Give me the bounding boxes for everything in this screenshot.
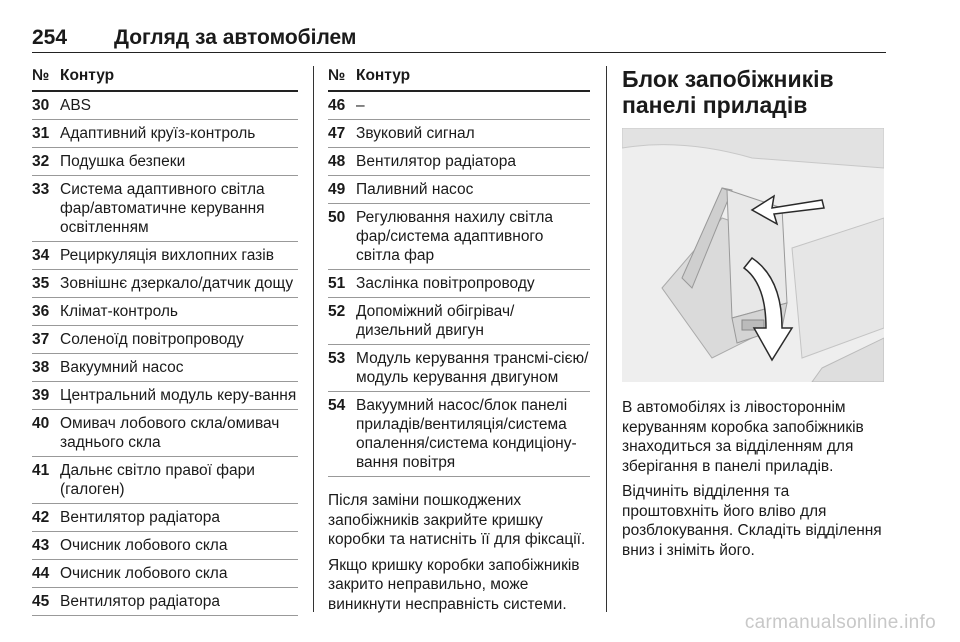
fuse-number: 41 [32,462,50,479]
fuse-number: 45 [32,593,50,610]
glovebox-illustration [622,128,884,382]
page-number: 254 [32,26,68,49]
section-body [622,398,884,560]
fuse-number: 46 [328,97,346,114]
circuit-name: Клімат-контроль [60,303,178,320]
fuse-number: 37 [32,331,50,348]
fuse-number: 51 [328,275,346,292]
circuit-name: Рециркуляція вихлопних газів [60,247,274,264]
circuit-name: Соленоїд повітропроводу [60,331,244,348]
section-title: Блок запобіжників панелі приладів [622,66,834,118]
column-divider-2 [606,66,607,612]
header-circuit: Контур [60,67,115,84]
circuit-name: Вакуумний насос/блок панелі приладів/вентиляція/система опалення/система кондиціону-вання повітря [356,397,577,471]
fuse-table-left [32,66,298,616]
table-row [32,176,298,242]
circuit-name: Регулювання нахилу світла фар/система адаптивного світла фар [356,209,554,264]
fuse-number: 34 [32,247,50,264]
circuit-name: Очисник лобового скла [60,565,228,582]
fuse-number: 44 [32,565,50,582]
circuit-name: Вентилятор радіатора [60,593,220,610]
circuit-name: Адаптивний круїз-контроль [60,125,256,142]
table-row [32,148,298,176]
fuse-number: 33 [32,181,50,198]
table-row [32,242,298,270]
instrument-panel-section [622,66,884,566]
table-row [328,120,590,148]
fuse-number: 36 [32,303,50,320]
table-row [328,148,590,176]
table-header [32,66,298,92]
table-row [328,298,590,345]
fuse-number: 52 [328,303,346,320]
fuse-number: 48 [328,153,346,170]
fuse-number: 38 [32,359,50,376]
circuit-name: Подушка безпеки [60,153,186,170]
header-no: № [32,67,50,84]
table-row [32,270,298,298]
paragraph: Якщо кришку коробки запобіжників закрито неправильно, може виникнути несправність системи. [328,556,580,613]
column-divider-1 [313,66,314,612]
page-header [32,26,886,53]
circuit-name: – [356,97,365,114]
table-row [32,92,298,120]
fuse-box-illustration [622,128,884,382]
table-row [328,270,590,298]
table-row [32,588,298,616]
table-row [32,354,298,382]
table-row [32,504,298,532]
table-header [328,66,590,92]
table-row [328,92,590,120]
circuit-name: Допоміжний обігрівач/ дизельний двигун [356,303,515,339]
table-row [32,326,298,354]
table-row [328,176,590,204]
table-row [328,345,590,392]
table-row [32,457,298,504]
fuse-number: 31 [32,125,50,142]
fuse-number: 53 [328,350,346,367]
fuse-number: 47 [328,125,346,142]
fuse-number: 40 [32,415,50,432]
fuse-number: 32 [32,153,50,170]
chapter-title: Догляд за автомобілем [114,26,357,49]
table-row [32,298,298,326]
table-row [32,410,298,457]
circuit-name: Звуковий сигнал [356,125,475,142]
table-row [32,382,298,410]
circuit-name: Зовнішнє дзеркало/датчик дощу [60,275,294,292]
circuit-name: Дальнє світло правої фари (галоген) [60,462,255,498]
circuit-name: Вентилятор радіатора [60,509,220,526]
paragraph: Після заміни пошкоджених запобіжників закрийте кришку коробки та натисніть її для фіксації. [328,492,586,548]
circuit-name: Модуль керування трансмі-сією/модуль керування двигуном [356,350,589,386]
circuit-name: Омивач лобового скла/омивач заднього скла [60,415,280,451]
circuit-name: ABS [60,97,92,114]
header-no: № [328,67,346,84]
fuse-number: 50 [328,209,346,226]
circuit-name: Вентилятор радіатора [356,153,516,170]
circuit-name: Заслінка повітропроводу [356,275,535,292]
fuse-number: 43 [32,537,50,554]
fuse-cover-notes [328,491,590,614]
fuse-table-middle [328,66,590,620]
table-row [328,204,590,270]
table-row [328,392,590,477]
fuse-number: 39 [32,387,50,404]
paragraph: Відчиніть відділення та проштовхніть його вліво для розблокування. Складіть відділення вниз і зніміть його. [622,483,882,559]
watermark: carmanualsonline.info [744,612,936,633]
circuit-name: Очисник лобового скла [60,537,228,554]
table-row [32,120,298,148]
table-row [32,560,298,588]
header-circuit: Контур [356,67,411,84]
fuse-number: 54 [328,397,346,414]
table-row [32,532,298,560]
fuse-number: 30 [32,97,50,114]
fuse-number: 42 [32,509,50,526]
circuit-name: Вакуумний насос [60,359,184,376]
fuse-number: 35 [32,275,50,292]
circuit-name: Паливний насос [356,181,474,198]
circuit-name: Центральний модуль керу-вання [60,387,297,404]
paragraph: В автомобілях із лівостороннім керуванням коробка запобіжників знаходиться за відділенням для зберігання в панелі приладів. [622,399,864,475]
circuit-name: Система адаптивного світла фар/автоматичне керування освітленням [60,181,265,236]
fuse-number: 49 [328,181,346,198]
